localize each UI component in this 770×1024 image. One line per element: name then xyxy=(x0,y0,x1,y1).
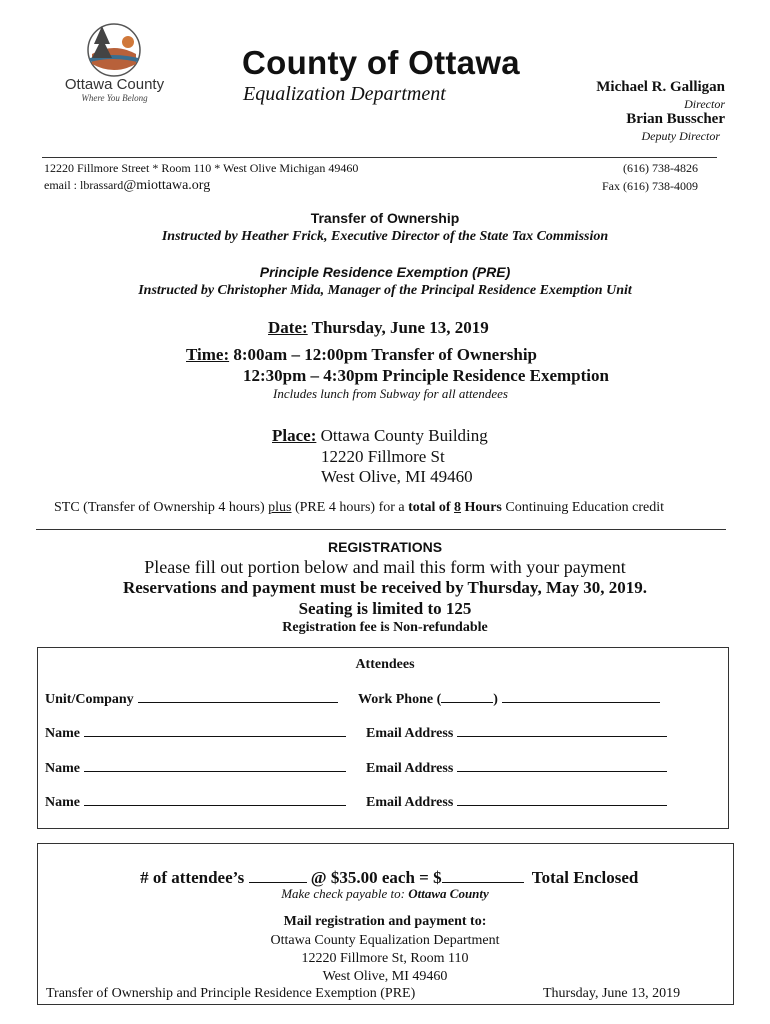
credit-part-2: (PRE 4 hours) for a xyxy=(291,500,409,515)
registration-deadline: Reservations and payment must be received by Thursday, May 30, 2019. xyxy=(122,578,648,597)
registrations-heading: REGISTRATIONS xyxy=(327,539,443,555)
email-line[interactable] xyxy=(457,793,667,806)
email-user: email : lbrassard xyxy=(44,178,124,192)
tow-title: Transfer of Ownership xyxy=(310,210,460,226)
place-line-3: West Olive, MI 49460 xyxy=(321,467,473,486)
director-name: Michael R. Galligan xyxy=(596,79,725,95)
unit-company-line[interactable] xyxy=(138,690,338,703)
pre-instructor: Instructed by Christopher Mida, Manager of the Principal Residence Exemption Unit xyxy=(138,283,632,298)
place-line-2: 12220 Fillmore St xyxy=(321,447,445,466)
phone: (616) 738-4826 xyxy=(623,161,698,175)
registration-instructions: Please fill out portion below and mail this form with your payment xyxy=(144,557,626,577)
email-field-3[interactable] xyxy=(366,793,667,811)
logo-text: Ottawa County xyxy=(64,76,165,93)
email-line[interactable] xyxy=(457,724,667,737)
fax: Fax (616) 738-4009 xyxy=(602,179,698,193)
header-divider xyxy=(42,157,717,158)
payable-label: Make check payable to: xyxy=(281,886,409,901)
pre-title: Principle Residence Exemption (PRE) xyxy=(259,264,511,280)
seating-limit: Seating is limited to 125 xyxy=(298,599,472,618)
event-place xyxy=(272,426,488,446)
credit-part-1: STC (Transfer of Ownership 4 hours) xyxy=(54,500,269,515)
email-field-2[interactable] xyxy=(366,759,667,777)
name-label: Name xyxy=(45,761,80,776)
mail-heading: Mail registration and payment to: xyxy=(283,914,487,929)
deputy-name: Brian Busscher xyxy=(626,111,725,127)
name-line[interactable] xyxy=(84,793,346,806)
name-field-1[interactable] xyxy=(45,724,346,742)
time-label: Time: xyxy=(186,345,230,364)
page-title: County of Ottawa xyxy=(242,44,520,81)
email-label: Email Address xyxy=(366,761,454,776)
work-phone-field[interactable] xyxy=(358,690,660,708)
work-phone-label: Work Phone ( xyxy=(358,692,442,707)
director-title: Director xyxy=(684,97,725,111)
footer-left: Transfer of Ownership and Principle Residence Exemption (PRE) xyxy=(46,986,416,1001)
department-subtitle: Equalization Department xyxy=(243,83,446,105)
section-divider xyxy=(36,529,726,530)
event-time xyxy=(186,345,537,365)
attendee-count-label: # of attendee’s xyxy=(140,868,245,887)
credit-total: total of xyxy=(408,500,455,515)
credit-plus: plus xyxy=(268,500,292,515)
email-label: Email Address xyxy=(366,795,454,810)
mail-line-3: West Olive, MI 49460 xyxy=(322,969,448,984)
time-session-1: 8:00am – 12:00pm Transfer of Ownership xyxy=(233,345,538,364)
price-label: @ $35.00 each = $ xyxy=(310,868,442,887)
email-line[interactable] xyxy=(457,759,667,772)
place-label: Place: xyxy=(272,426,317,445)
work-phone-close: ) xyxy=(493,692,498,707)
mail-line-1: Ottawa County Equalization Department xyxy=(270,933,500,948)
email-field-1[interactable] xyxy=(366,724,667,742)
tow-instructor: Instructed by Heather Frick, Executive Director of the State Tax Commission xyxy=(161,229,609,244)
date-label: Date: xyxy=(268,318,308,337)
name-field-3[interactable] xyxy=(45,793,346,811)
date-value: Thursday, June 13, 2019 xyxy=(311,318,489,337)
mail-line-2: 12220 Fillmore St, Room 110 xyxy=(301,951,469,966)
deputy-title: Deputy Director xyxy=(641,129,720,143)
non-refundable-note: Registration fee is Non-refundable xyxy=(282,620,488,635)
attendee-count-line[interactable] xyxy=(249,870,307,883)
event-date xyxy=(268,318,489,338)
credit-hours-word: Hours xyxy=(461,500,502,515)
unit-company-label: Unit/Company xyxy=(45,692,134,707)
attendees-heading: Attendees xyxy=(355,657,415,672)
email xyxy=(44,178,210,194)
payable-to: Ottawa County xyxy=(408,886,489,901)
unit-company-field[interactable] xyxy=(45,690,338,708)
email-domain: @miottawa.org xyxy=(123,178,211,193)
name-label: Name xyxy=(45,726,80,741)
work-phone-area-line[interactable] xyxy=(441,690,493,703)
name-line[interactable] xyxy=(84,724,346,737)
total-amount-line[interactable] xyxy=(442,870,524,883)
credit-hours: 8 xyxy=(454,500,462,515)
email-label: Email Address xyxy=(366,726,454,741)
logo-tagline: Where You Belong xyxy=(81,93,148,103)
lunch-note: Includes lunch from Subway for all attendees xyxy=(273,386,508,401)
total-enclosed-label: Total Enclosed xyxy=(531,868,639,887)
name-line[interactable] xyxy=(84,759,346,772)
name-field-2[interactable] xyxy=(45,759,346,777)
credit-part-3: Continuing Education credit xyxy=(501,500,665,515)
time-session-2: 12:30pm – 4:30pm Principle Residence Exemption xyxy=(243,366,609,385)
name-label: Name xyxy=(45,795,80,810)
place-line-1: Ottawa County Building xyxy=(320,426,488,445)
address: 12220 Fillmore Street * Room 110 * West Olive Michigan 49460 xyxy=(44,161,359,175)
work-phone-line[interactable] xyxy=(502,690,660,703)
payment-calculation xyxy=(0,848,770,888)
payable-note xyxy=(0,886,770,902)
footer-right: Thursday, June 13, 2019 xyxy=(543,986,681,1001)
credit-statement xyxy=(54,500,664,516)
